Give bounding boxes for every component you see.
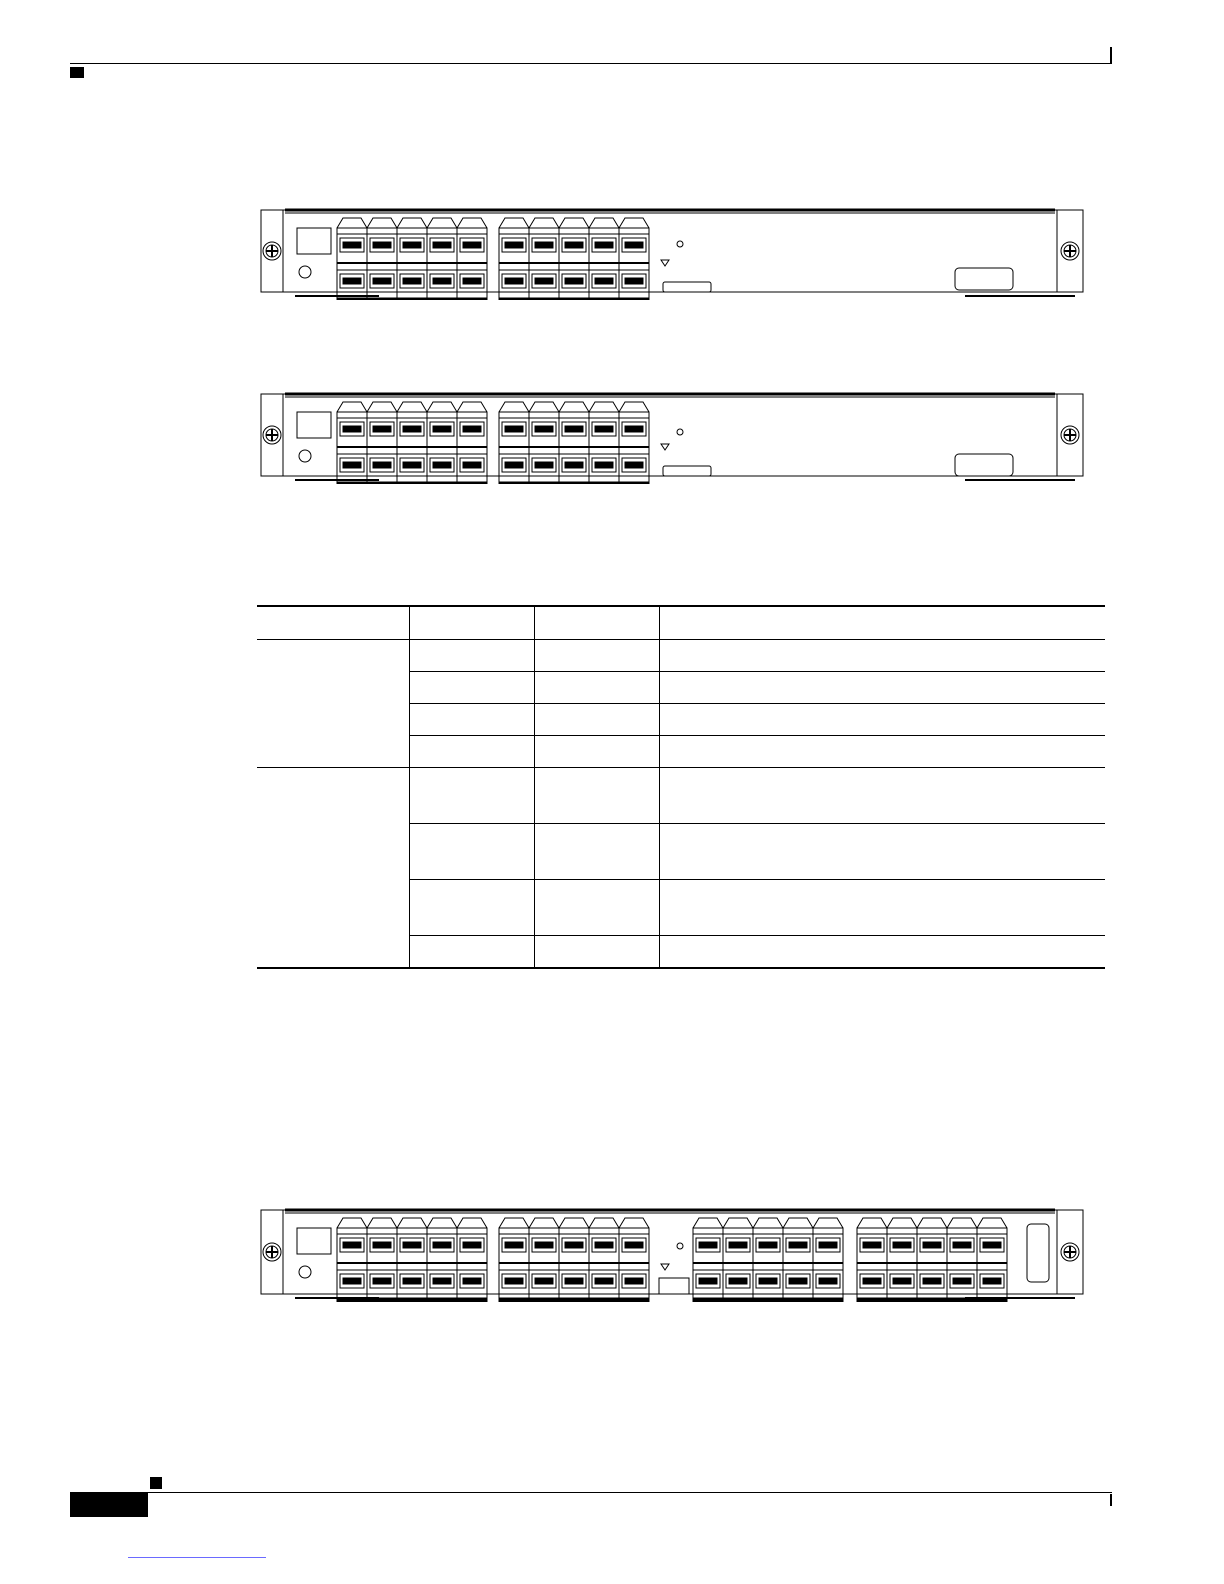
module-figure-c <box>255 1206 1089 1302</box>
module-label-window <box>297 412 331 438</box>
sfp-port-opening <box>595 1242 613 1248</box>
table-row <box>257 768 1105 824</box>
port-latch <box>367 1218 397 1228</box>
sfp-port-opening <box>595 242 613 248</box>
port-latch <box>619 1218 649 1228</box>
table-cell <box>660 672 1106 704</box>
table-cell <box>410 824 535 880</box>
table-cell <box>535 640 660 672</box>
sfp-port-opening <box>403 462 421 468</box>
port-latch <box>947 1218 977 1228</box>
port-latch <box>427 218 457 228</box>
sfp-port-opening <box>625 462 643 468</box>
sfp-port-opening <box>463 462 481 468</box>
table-cell <box>535 704 660 736</box>
port-latch <box>559 218 589 228</box>
module-handle-icon <box>955 268 1013 290</box>
sfp-port-opening <box>953 1242 971 1248</box>
sfp-port-opening <box>729 1278 747 1284</box>
sfp-port-opening <box>505 1242 523 1248</box>
sfp-port-opening <box>463 1278 481 1284</box>
sfp-port-opening <box>433 462 451 468</box>
module-label-window <box>297 228 331 254</box>
sfp-port-opening <box>923 1242 941 1248</box>
port-latch <box>457 402 487 412</box>
sfp-port-opening <box>953 1278 971 1284</box>
sfp-port-opening <box>343 278 361 284</box>
footer-link-underline[interactable] <box>128 1557 266 1558</box>
port-latch <box>367 218 397 228</box>
port-latch <box>917 1218 947 1228</box>
sfp-port-opening <box>403 1278 421 1284</box>
sfp-port-opening <box>565 1242 583 1248</box>
sfp-port-opening <box>759 1242 777 1248</box>
module-handle-icon <box>1027 1224 1049 1282</box>
module-description-table <box>257 605 1105 969</box>
module-figure-a <box>255 206 1089 300</box>
table-cell <box>410 672 535 704</box>
sfp-port-opening <box>893 1242 911 1248</box>
port-latch <box>529 402 559 412</box>
port-latch <box>337 218 367 228</box>
table-cell <box>660 936 1106 969</box>
sfp-port-opening <box>433 1242 451 1248</box>
port-cage-base <box>857 1298 1007 1302</box>
footer-page-number-box <box>70 1493 148 1517</box>
sfp-port-opening <box>565 1278 583 1284</box>
sfp-port-opening <box>505 242 523 248</box>
port-latch <box>619 402 649 412</box>
sfp-port-opening <box>403 242 421 248</box>
sfp-port-opening <box>463 426 481 432</box>
sfp-port-opening <box>595 1278 613 1284</box>
sfp-port-opening <box>863 1242 881 1248</box>
port-latch <box>559 1218 589 1228</box>
table-cell <box>410 880 535 936</box>
sfp-port-opening <box>565 242 583 248</box>
module-label-window <box>297 1228 331 1254</box>
table-cell <box>410 704 535 736</box>
sfp-port-opening <box>343 426 361 432</box>
port-latch <box>589 1218 619 1228</box>
sfp-port-opening <box>463 242 481 248</box>
module-b-drawing <box>255 390 1089 484</box>
label-tab <box>663 466 711 476</box>
sfp-port-opening <box>373 1278 391 1284</box>
port-latch <box>427 1218 457 1228</box>
led-indicator-icon <box>677 429 683 435</box>
table-cell <box>410 640 535 672</box>
port-latch <box>499 218 529 228</box>
sfp-port-opening <box>403 426 421 432</box>
port-cage-base <box>337 298 487 300</box>
module-a-drawing <box>255 206 1089 300</box>
sfp-port-opening <box>625 426 643 432</box>
table-row <box>257 640 1105 672</box>
sfp-port-opening <box>893 1278 911 1284</box>
port-cage-base <box>499 1298 649 1302</box>
sfp-port-opening <box>983 1242 1001 1248</box>
table-cell <box>535 936 660 969</box>
module-c-drawing <box>255 1206 1089 1302</box>
sfp-port-opening <box>595 426 613 432</box>
port-latch <box>619 218 649 228</box>
sfp-port-opening <box>625 1242 643 1248</box>
table-header-4 <box>660 606 1106 640</box>
sfp-port-opening <box>403 278 421 284</box>
sfp-port-opening <box>535 426 553 432</box>
sfp-port-opening <box>505 462 523 468</box>
port-latch <box>427 402 457 412</box>
sfp-port-opening <box>535 1242 553 1248</box>
table-cell <box>535 880 660 936</box>
module-handle-icon <box>955 454 1013 476</box>
port-latch <box>397 402 427 412</box>
sfp-port-opening <box>403 1242 421 1248</box>
port-latch <box>529 1218 559 1228</box>
port-latch <box>397 218 427 228</box>
table-cell <box>660 824 1106 880</box>
sfp-port-opening <box>699 1242 717 1248</box>
port-latch <box>857 1218 887 1228</box>
sfp-port-opening <box>789 1242 807 1248</box>
sfp-port-opening <box>373 242 391 248</box>
sfp-port-opening <box>863 1278 881 1284</box>
table-cell <box>535 672 660 704</box>
table-cell <box>660 736 1106 768</box>
sfp-port-opening <box>625 1278 643 1284</box>
status-led-icon <box>299 266 311 278</box>
footer-rule <box>70 1492 1112 1493</box>
sfp-port-opening <box>729 1242 747 1248</box>
footer-tick <box>1110 1494 1112 1506</box>
sfp-port-opening <box>505 278 523 284</box>
port-cage-base <box>693 1298 843 1302</box>
table-cell <box>535 824 660 880</box>
label-tab <box>663 282 711 292</box>
port-latch <box>529 218 559 228</box>
sfp-port-opening <box>373 426 391 432</box>
sfp-port-opening <box>565 278 583 284</box>
sfp-port-opening <box>625 278 643 284</box>
sfp-port-opening <box>433 426 451 432</box>
sfp-port-opening <box>923 1278 941 1284</box>
port-latch <box>589 402 619 412</box>
table-header-1 <box>257 606 410 640</box>
status-led-icon <box>299 1266 311 1278</box>
table-cell <box>410 936 535 969</box>
table-group-label <box>257 768 410 969</box>
led-indicator-icon <box>661 260 669 266</box>
port-cage-base <box>499 482 649 484</box>
sfp-port-opening <box>343 462 361 468</box>
module-figure-b <box>255 390 1089 484</box>
sfp-port-opening <box>433 278 451 284</box>
sfp-port-opening <box>505 426 523 432</box>
sfp-port-opening <box>565 426 583 432</box>
label-tab <box>659 1278 689 1294</box>
sfp-port-opening <box>535 462 553 468</box>
status-led-icon <box>299 450 311 462</box>
port-latch <box>977 1218 1007 1228</box>
header-tick <box>1110 47 1112 63</box>
table-header-2 <box>410 606 535 640</box>
port-cage-base <box>337 1298 487 1302</box>
sfp-port-opening <box>625 242 643 248</box>
table-cell <box>535 768 660 824</box>
sfp-port-opening <box>373 1242 391 1248</box>
port-cage-base <box>499 298 649 300</box>
table-group-label <box>257 640 410 768</box>
table-cell <box>410 768 535 824</box>
table-header-3 <box>535 606 660 640</box>
sfp-port-opening <box>983 1278 1001 1284</box>
port-latch <box>337 1218 367 1228</box>
footer-square-marker <box>150 1477 162 1489</box>
sfp-port-opening <box>535 242 553 248</box>
sfp-port-opening <box>343 242 361 248</box>
port-latch <box>783 1218 813 1228</box>
sfp-port-opening <box>789 1278 807 1284</box>
sfp-port-opening <box>373 278 391 284</box>
port-latch <box>693 1218 723 1228</box>
sfp-port-opening <box>819 1278 837 1284</box>
led-indicator-icon <box>677 241 683 247</box>
sfp-port-opening <box>819 1242 837 1248</box>
port-latch <box>337 402 367 412</box>
sfp-port-opening <box>595 278 613 284</box>
sfp-port-opening <box>343 1242 361 1248</box>
sfp-port-opening <box>595 462 613 468</box>
table-cell <box>660 640 1106 672</box>
port-cage-base <box>337 482 487 484</box>
port-latch <box>813 1218 843 1228</box>
port-latch <box>367 402 397 412</box>
sfp-port-opening <box>505 1278 523 1284</box>
header-rule <box>70 63 1112 64</box>
sfp-port-opening <box>463 278 481 284</box>
led-indicator-icon <box>677 1243 683 1249</box>
port-latch <box>397 1218 427 1228</box>
led-indicator-icon <box>661 444 669 450</box>
table-cell <box>660 704 1106 736</box>
table-cell <box>660 880 1106 936</box>
port-latch <box>559 402 589 412</box>
port-latch <box>457 1218 487 1228</box>
header-square-marker <box>70 67 84 78</box>
sfp-port-opening <box>373 462 391 468</box>
sfp-port-opening <box>699 1278 717 1284</box>
sfp-port-opening <box>343 1278 361 1284</box>
port-latch <box>499 1218 529 1228</box>
sfp-port-opening <box>463 1242 481 1248</box>
port-latch <box>589 218 619 228</box>
sfp-port-opening <box>759 1278 777 1284</box>
port-latch <box>753 1218 783 1228</box>
port-latch <box>887 1218 917 1228</box>
table-cell <box>410 736 535 768</box>
sfp-port-opening <box>433 1278 451 1284</box>
port-latch <box>457 218 487 228</box>
sfp-port-opening <box>535 1278 553 1284</box>
table-cell <box>535 736 660 768</box>
led-indicator-icon <box>661 1264 669 1270</box>
port-latch <box>499 402 529 412</box>
sfp-port-opening <box>535 278 553 284</box>
port-latch <box>723 1218 753 1228</box>
table-cell <box>660 768 1106 824</box>
sfp-port-opening <box>433 242 451 248</box>
sfp-port-opening <box>565 462 583 468</box>
